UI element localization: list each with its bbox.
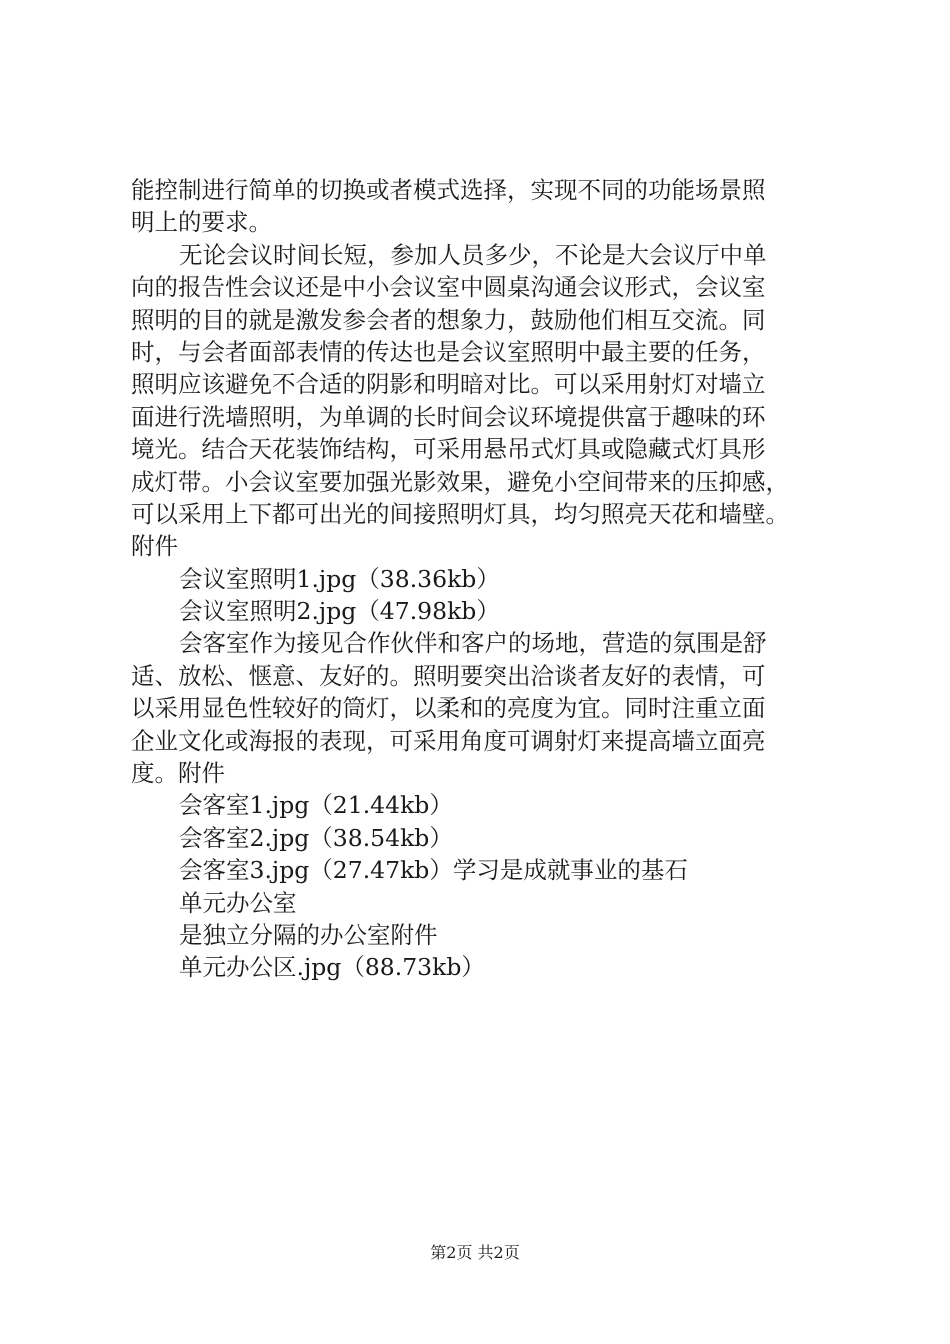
document-body	[131, 174, 851, 984]
text-line: 能控制进行简单的切换或者模式选择，实现不同的功能场景照	[131, 176, 766, 204]
attachment-file: 会议室照明2.jpg（47.98kb）	[179, 597, 500, 626]
text-line: 企业文化或海报的表现，可采用角度可调射灯来提高墙立面亮	[131, 726, 766, 755]
attachment-file: 会客室1.jpg（21.44kb）	[179, 791, 453, 820]
section-heading: 单元办公室	[179, 888, 297, 917]
attachment-file: 单元办公区.jpg（88.73kb）	[179, 953, 485, 982]
text-line: 成灯带。小会议室要加强光影效果，避免小空间带来的压抑感，	[131, 467, 789, 496]
page-number: 第2页 共2页	[430, 1243, 520, 1262]
attachment-heading: 附件	[131, 532, 178, 561]
text-line: 照明应该避免不合适的阴影和明暗对比。可以采用射灯对墙立	[131, 370, 766, 399]
text-line: 明上的要求。	[131, 208, 272, 237]
attachment-file: 会客室2.jpg（38.54kb）	[179, 823, 453, 852]
text-line: 境光。结合天花装饰结构，可采用悬吊式灯具或隐藏式灯具形	[131, 435, 766, 464]
text-line: 时，与会者面部表情的传达也是会议室照明中最主要的任务，	[131, 337, 766, 366]
text-line: 照明的目的就是激发参会者的想象力，鼓励他们相互交流。同	[131, 305, 766, 334]
page-footer	[0, 1242, 950, 1264]
text-line: 是独立分隔的办公室附件	[179, 920, 438, 949]
text-line: 会客室作为接见合作伙伴和客户的场地，营造的氛围是舒	[179, 629, 767, 658]
text-line: 适、放松、惬意、友好的。照明要突出洽谈者友好的表情，可	[131, 661, 766, 690]
text-line: 向的报告性会议还是中小会议室中圆桌沟通会议形式，会议室	[131, 273, 766, 302]
attachment-file: 会议室照明1.jpg（38.36kb）	[179, 564, 500, 593]
text-line: 无论会议时间长短，参加人员多少，不论是大会议厅中单	[179, 240, 767, 269]
text-line: 度。附件	[131, 759, 225, 788]
text-line: 可以采用上下都可出光的间接照明灯具，均匀照亮天花和墙壁。	[131, 499, 789, 528]
text-line: 以采用显色性较好的筒灯，以柔和的亮度为宜。同时注重立面	[131, 694, 766, 723]
attachment-file: 会客室3.jpg（27.47kb）学习是成就事业的基石	[179, 856, 688, 885]
text-line: 面进行洗墙照明，为单调的长时间会议环境提供富于趣味的环	[131, 402, 766, 431]
